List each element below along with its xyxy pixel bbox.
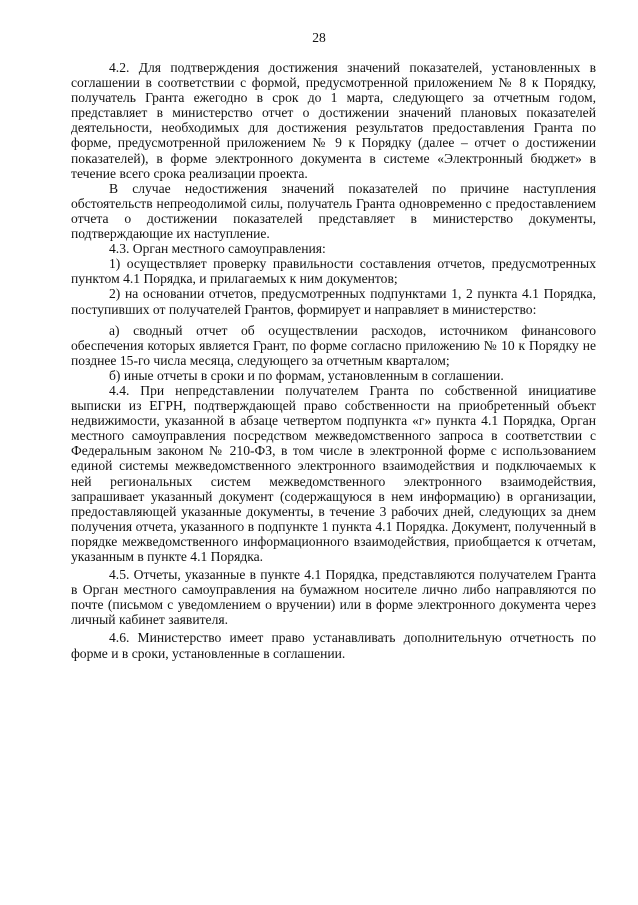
- paragraph-4-3-item-b: б) иные отчеты в сроки и по формам, установленным в соглашении.: [109, 367, 504, 383]
- document-body: [71, 60, 596, 661]
- paragraph-4-3-item-2: 2) на основании отчетов, предусмотренных подпунктами 1, 2 пункта 4.1 Порядка, поступивших от получателей Грантов, формирует и направляет в министерство:: [71, 286, 596, 317]
- paragraph-4-3-item-1: 1) осуществляет проверку правильности составления отчетов, предусмотренных пунктом 4.1 Порядка, и прилагаемых к ним документов;: [71, 256, 596, 287]
- paragraph-4-5: 4.5. Отчеты, указанные в пункте 4.1 Порядка, представляются получателем Гранта в Орган местного самоуправления на бумажном носителе лично либо направляются по почте (письмом с уведомлением о вручении) или в форме электронного документа через личный кабинет заявителя.: [71, 567, 596, 628]
- paragraph-force-majeure: В случае недостижения значений показателей по причине наступления обстоятельств непреодолимой силы, получатель Гранта одновременно с предоставлением отчета о достижении показателей представляет в министерство документы, подтверждающие их наступление.: [71, 180, 596, 242]
- page-number: 28: [312, 30, 326, 45]
- paragraph-4-3-heading: 4.3. Орган местного самоуправления:: [109, 241, 326, 257]
- paragraph-4-3-item-a: а) сводный отчет об осуществлении расходов, источником финансового обеспечения которых является Грант, по форме согласно приложению № 10 к Порядку не позднее 15-го числа месяца, следующего за отчетным кварталом;: [71, 322, 596, 368]
- paragraph-4-6: 4.6. Министерство имеет право устанавливать дополнительную отчетность по форме и в сроки, установленные в соглашении.: [71, 630, 596, 661]
- paragraph-4-2: 4.2. Для подтверждения достижения значений показателей, установленных в соглашении в соответствии с формой, предусмотренной приложением № 8 к Порядку, получатель Гранта ежегодно в срок до 1 марта, следующего за отчетным годом, представляет в министерство отчет о достижении значений плановых показателей деятельности, необходимых для достижения результатов предоставления Гранта по форме, предусмотренной приложением № 9 к Порядку (далее – отчет о достижении показателей), в форме электронного документа в системе «Электронный бюджет» в течение всего срока реализации проекта.: [71, 60, 596, 181]
- paragraph-4-4: 4.4. При непредставлении получателем Гранта по собственной инициативе выписки из ЕГРН, подтверждающей право собственности на приобретенный объект недвижимости, указанной в абзаце четвертом подпункта «г» пункта 4.1 Порядка, Орган местного самоуправления посредством межведомственного запроса в соответствии с Федеральным законом № 210-ФЗ, в том числе в электронной форме с использованием единой системы межведомственного электронного взаимодействия и подключаемых к ней региональных систем межведомственного электронного взаимодействия, запрашивает указанный документ (содержащуюся в нем информацию) в организации, предоставляющей указанные документы, в течение 3 рабочих дней, следующих за днем получения отчета, указанного в подпункте 1 пункта 4.1 Порядка. Документ, полученный в порядке межведомственного информационного взаимодействия, приобщается к отчетам, указанным в пункте 4.1 Порядка.: [71, 382, 596, 564]
